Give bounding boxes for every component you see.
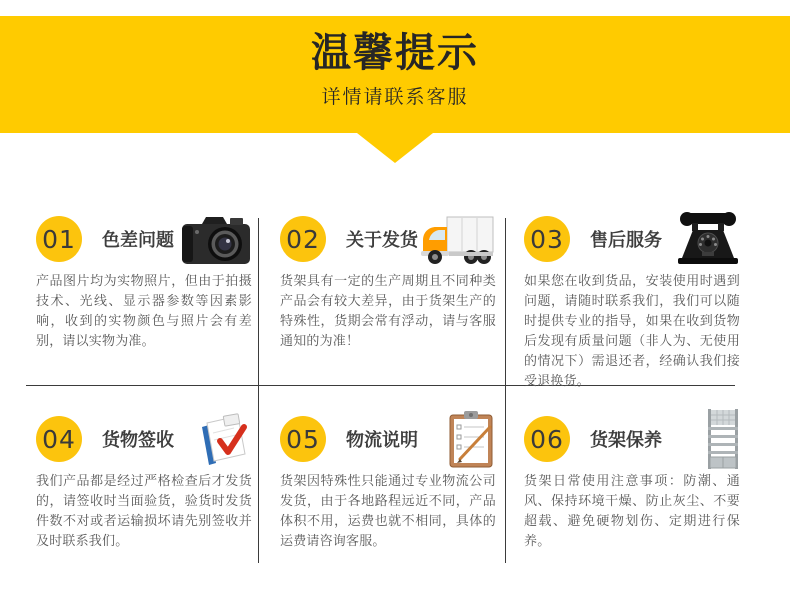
page-title: 温馨提示: [311, 30, 479, 76]
card-head: [36, 412, 252, 466]
card-body: 货架具有一定的生产周期且不同种类产品会有较大差异，由于货架生产的特殊性，货期会常有浮动，请与客服通知的为准！: [280, 274, 496, 349]
card-title: 售后服务: [590, 230, 662, 251]
card-title: 关于发货: [346, 230, 418, 251]
shelf-icon: [706, 408, 740, 470]
card-head: [36, 212, 252, 266]
card-head: [524, 212, 740, 266]
card-title: 货架保养: [590, 430, 662, 451]
receipt-check-icon: [194, 411, 252, 467]
card-head: [524, 412, 740, 466]
camera-icon: [180, 212, 252, 266]
tip-card-goods-receipt: [36, 412, 252, 552]
tip-card-shelf-maintenance: [524, 412, 740, 552]
telephone-icon: [676, 210, 740, 268]
header-banner: [0, 16, 790, 133]
banner-tail-pointer: [357, 133, 433, 163]
card-number-badge: 06: [524, 416, 570, 462]
tip-card-logistics: [280, 412, 496, 552]
page-subtitle: 详情请联系客服: [321, 86, 469, 108]
column-divider-2: [505, 218, 506, 563]
card-title: 色差问题: [102, 230, 174, 251]
card-title: 货物签收: [102, 430, 174, 451]
card-head: [280, 212, 496, 266]
card-number-badge: 02: [280, 216, 326, 262]
column-divider-1: [258, 218, 259, 563]
card-body: 如果您在收到货品，安装使用时遇到问题，请随时联系我们，我们可以随时提供专业的指导，如果在收到货物后发现有质量问题（非人为、无使用的情况下）需退还者，经确认我们接受退换货。: [524, 274, 740, 389]
card-head: [280, 412, 496, 466]
card-body: 我们产品都是经过严格检查后才发货的，请签收时当面验货，验货时发货件数不对或者运输损坏请先别签收并及时联系我们。: [36, 474, 252, 549]
card-number-badge: 04: [36, 416, 82, 462]
tip-card-color-difference: [36, 212, 252, 352]
tip-card-shipping: [280, 212, 496, 352]
card-body: 货架日常使用注意事项：防潮、通风、保持环境干燥、防止灰尘、不要超载、避免硬物划伤、定期进行保养。: [524, 474, 740, 549]
clipboard-icon: [444, 409, 496, 469]
card-number-badge: 01: [36, 216, 82, 262]
card-title: 物流说明: [346, 430, 418, 451]
card-number-badge: 05: [280, 416, 326, 462]
card-body: 货架因特殊性只能通过专业物流公司发货，由于各地路程远近不同，产品体积不用，运费也就不相同，具体的运费请咨询客服。: [280, 474, 496, 549]
tip-card-after-sales: [524, 212, 740, 392]
card-number-badge: 03: [524, 216, 570, 262]
truck-icon: [420, 213, 496, 265]
card-body: 产品图片均为实物照片，但由于拍摄技术、光线、显示器参数等因素影响，收到的实物颜色与照片会有差别，请以实物为准。: [36, 274, 252, 349]
